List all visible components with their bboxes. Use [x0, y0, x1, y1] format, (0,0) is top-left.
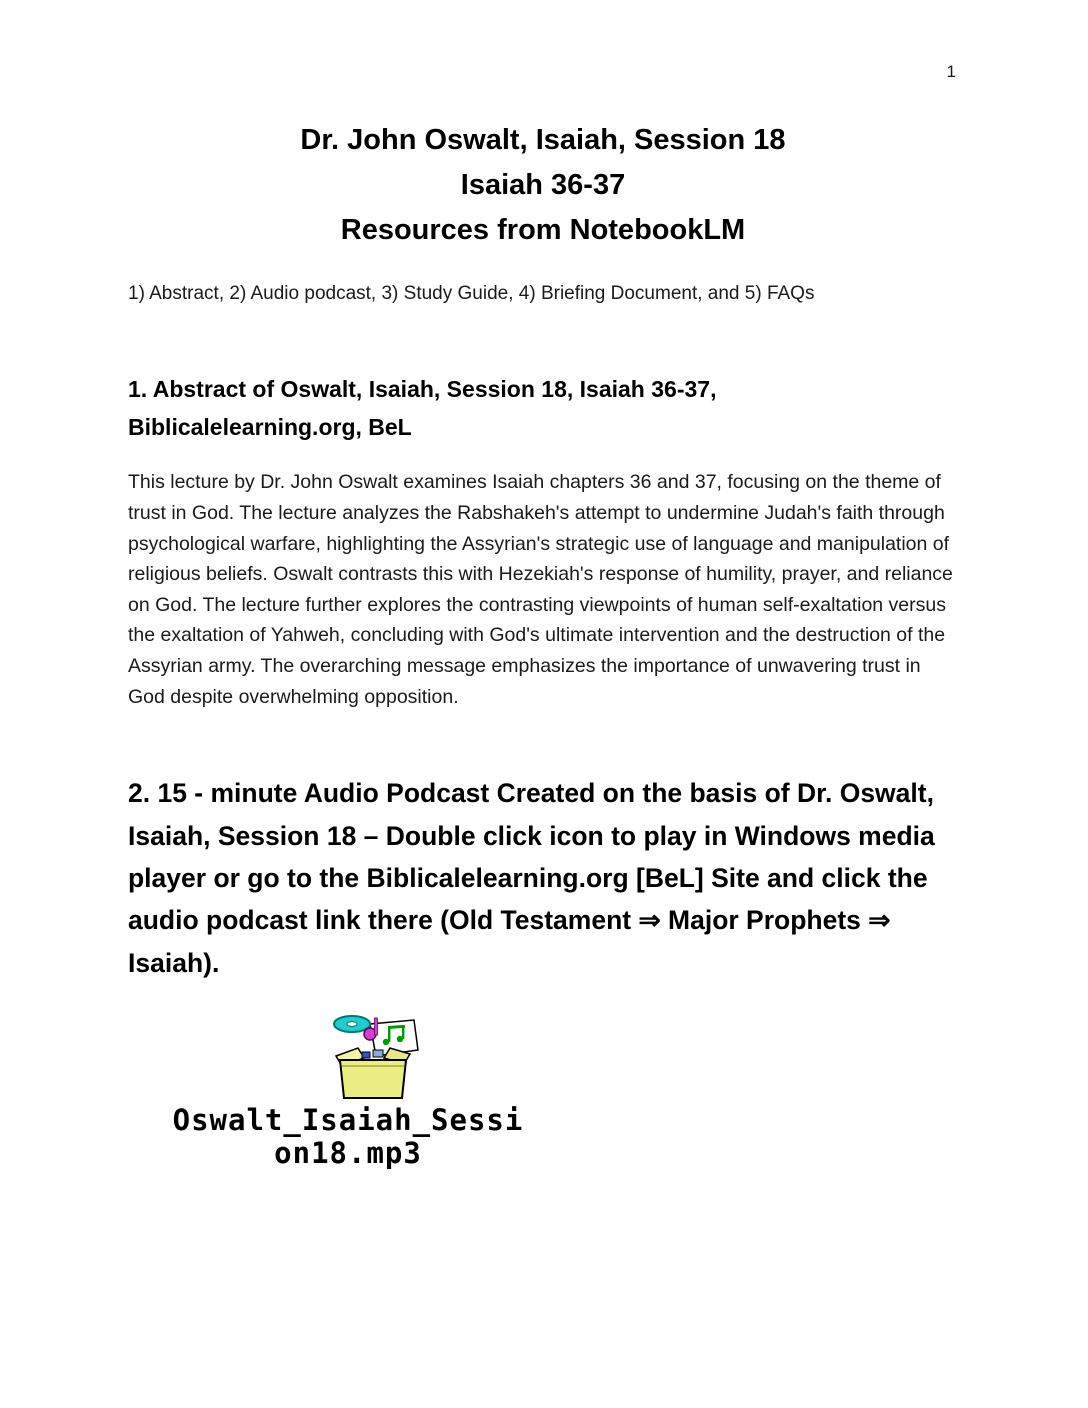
title-line-1: Dr. John Oswalt, Isaiah, Session 18 [300, 124, 786, 156]
resources-summary-line: 1) Abstract, 2) Audio podcast, 3) Study Guide, 4) Briefing Document, and 5) FAQs [128, 282, 815, 304]
title-line-2: Isaiah 36-37 [460, 168, 626, 201]
page-number: 1 [946, 62, 956, 81]
audio-file-name-line-2[interactable]: on18.mp3 [274, 1136, 422, 1171]
section-1-heading: 1. Abstract of Oswalt, Isaiah, Session 18, Isaiah 36-37, Biblicalelearning.org, BeL [128, 376, 717, 441]
audio-podcast-file[interactable] [128, 1010, 568, 1171]
document-title [128, 118, 958, 253]
section-2-heading: 2. 15 - minute Audio Podcast Created on the basis of Dr. Oswalt, Isaiah, Session 18 – Double click icon to play in Windows media player or go to the Biblicalelearning.org [BeL] Site and click the audio podcast link there (Old Testament ⇒ Major Prophets ⇒ Isaiah). [128, 778, 935, 978]
audio-file-name-line-1[interactable]: Oswalt_Isaiah_Sessi [172, 1103, 524, 1138]
section-1-abstract-text: This lecture by Dr. John Oswalt examines Isaiah chapters 36 and 37, focusing on the theme of trust in God. The lecture analyzes the Rabshakeh's attempt to undermine Judah's faith through psychological warfare, highlighting the Assyrian's strategic use of language and manipulation of religious beliefs. Oswalt contrasts this with Hezekiah's response of humility, prayer, and reliance on God. The lecture further explores the contrasting viewpoints of human self-exaltation versus the exaltation of Yahweh, concluding with God's ultimate intervention and the destruction of the Assyrian army. The overarching message emphasizes the importance of unwavering trust in God despite overwhelming opposition. [128, 471, 953, 708]
audio-file-name[interactable] [128, 1104, 568, 1171]
audio-package-icon[interactable] [318, 1010, 438, 1102]
title-line-3: Resources from NotebookLM [340, 213, 746, 246]
